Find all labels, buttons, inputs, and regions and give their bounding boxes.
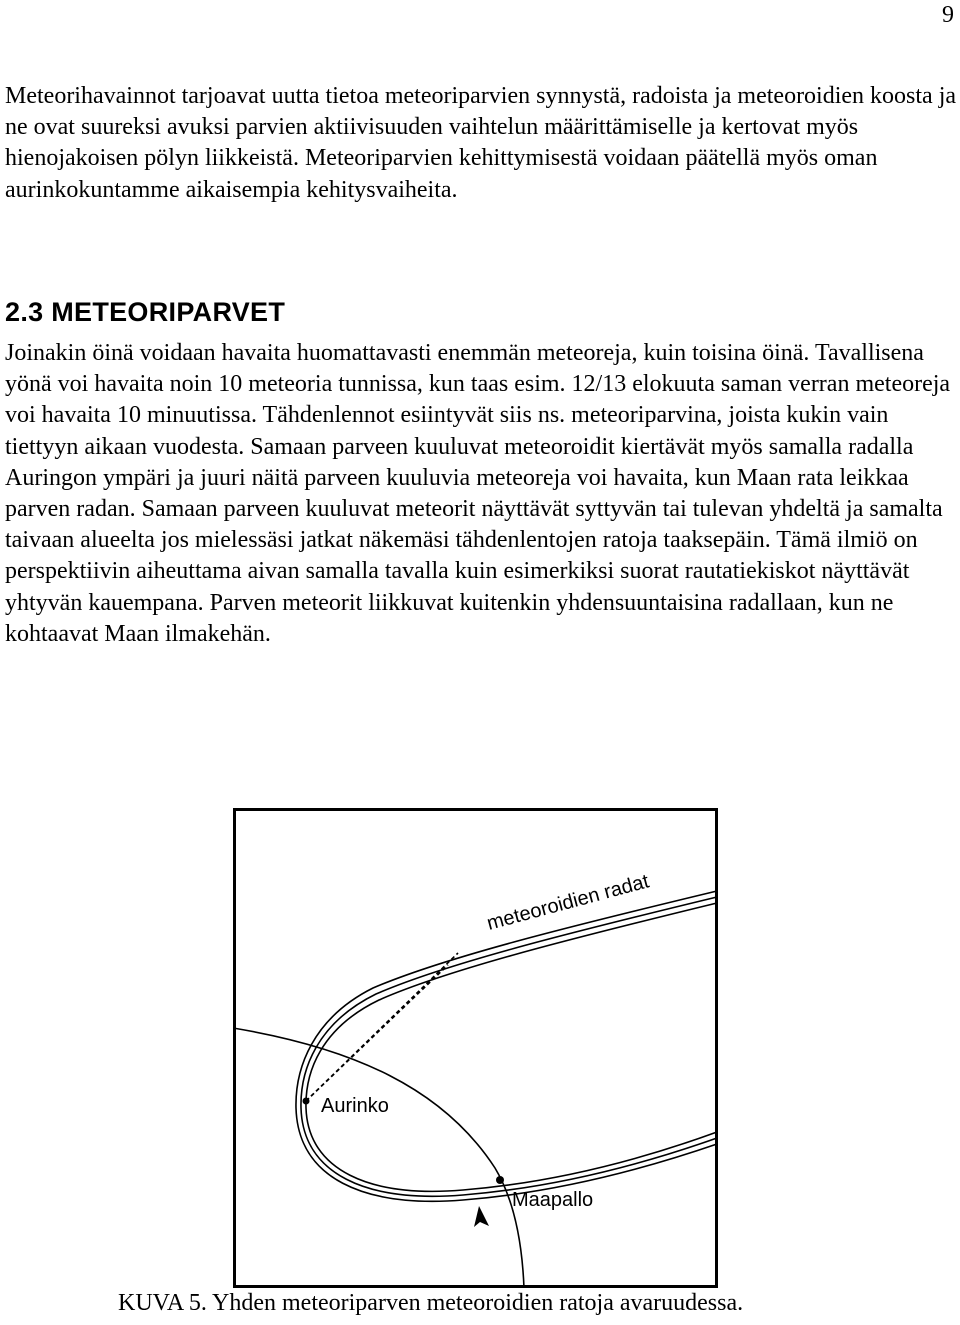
- page-number: 9: [942, 2, 954, 28]
- orbits-label: meteoroidien radat: [484, 870, 652, 935]
- earth-label: Maapallo: [512, 1189, 594, 1211]
- meteoroid-orbit: [306, 903, 717, 1191]
- sun-radius-line: [306, 953, 458, 1101]
- meteoroid-orbits: [296, 891, 717, 1201]
- section-body: Joinakin öinä voidaan havaita huomattavasti enemmän meteoreja, kuin toisina öinä. Tavallisena yönä voi havaita noin 10 meteoria tunnissa, kun taas esim. 12/13 elokuuta saman verran meteoreja voi havaita 10 minuutissa. Tähdenlennot esiintyvät siis ns. meteoriparvina, joista kukin vain tiettyyn aikaan vuodesta. Samaan parveen kuuluvat meteoroidit kiertävät myös samalla radalla Auringon ympäri ja juuri näitä parveen kuuluvia meteoreja voi havaita, kun Maan rata leikkaa parven radan. Samaan parveen kuuluvat meteorit näyttävät syttyvän tai tulevan yhdeltä ja samalta taivaan alueelta jos mielessäsi jatkat näkemäsi tähdenlentojen ratoja taaksepäin. Tämä ilmiö on perspektiivin aiheuttama aivan samalla tavalla kuin esimerkiksi suorat rautatiekiskot näyttävät yhtyvän kauempana. Parven meteorit liikkuvat kuitenkin yhdensuuntaisina radallaan, kun ne kohtaavat Maan ilmakehän.: [5, 340, 951, 647]
- sun-radius-lines: [306, 953, 458, 1101]
- orbit-figure: [233, 808, 718, 1288]
- meteoroid-orbit: [296, 891, 717, 1201]
- intro-paragraph: Meteorihavainnot tarjoavat uutta tietoa meteoriparvien synnystä, radoista ja meteoroidien koosta ja ne ovat suureksi avuksi parvien aktiivisuuden vaihtelun määrittämiselle ja kertovat myös hienojakoisen pölyn liikkeistä. Meteoriparvien kehittymisestä voidaan päätellä myös oman aurinkokuntamme aikaisempia kehitysvaiheita.: [5, 83, 957, 203]
- orbit-diagram: [233, 808, 718, 1288]
- section-heading: 2.3 METEORIPARVET: [5, 297, 286, 327]
- earth-orbit: [233, 1028, 524, 1288]
- earth-marker: [496, 1176, 504, 1184]
- figure-caption: KUVA 5. Yhden meteoriparven meteoroidien ratoja avaruudessa.: [118, 1290, 744, 1316]
- sun-label: Aurinko: [321, 1095, 389, 1117]
- direction-arrow-icon: [474, 1206, 489, 1227]
- sun-marker: [303, 1098, 310, 1105]
